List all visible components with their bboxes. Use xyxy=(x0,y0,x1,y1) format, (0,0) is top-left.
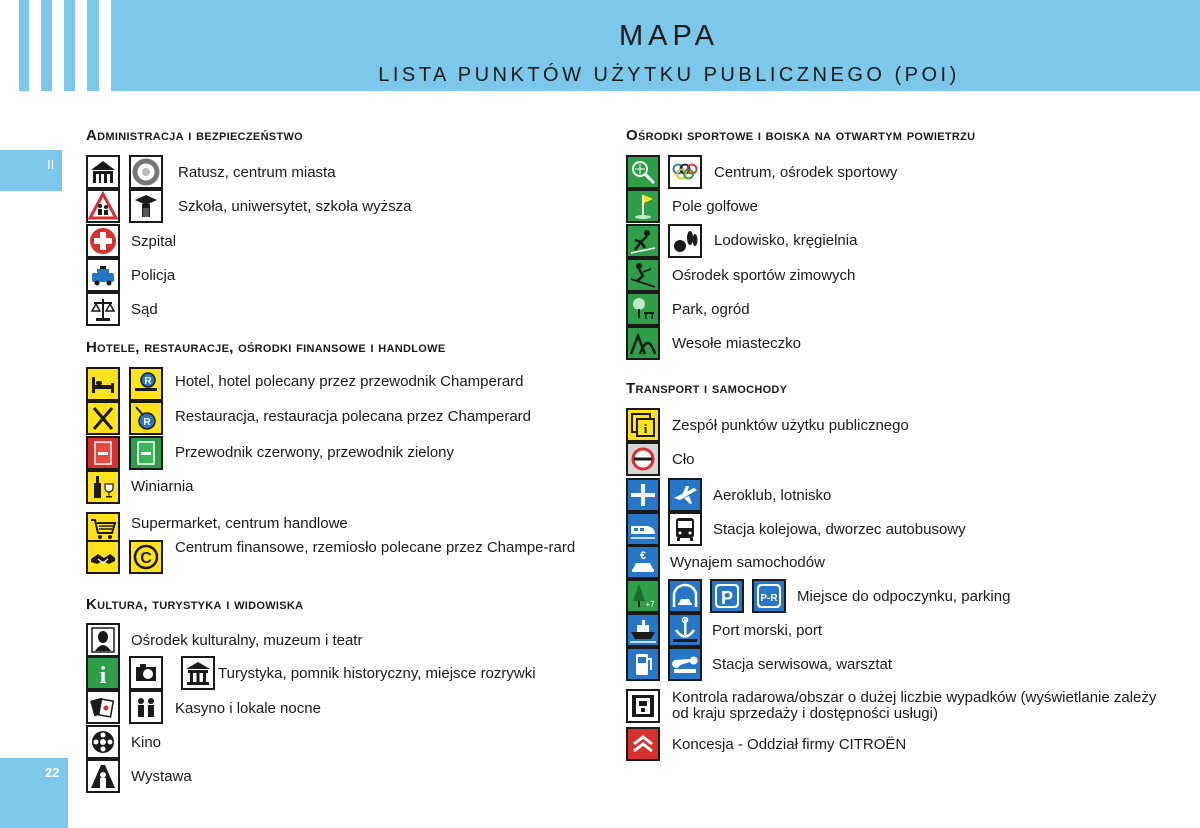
poi-label: Pole golfowe xyxy=(672,198,758,215)
page-subtitle: LISTA PUNKTÓW UŻYTKU PUBLICZNEGO (POI) xyxy=(378,64,960,86)
poi-label: Wesołe miasteczko xyxy=(672,335,801,352)
svg-text:+7: +7 xyxy=(645,600,655,609)
page-title: MAPA xyxy=(618,20,720,52)
poi-label: Policja xyxy=(131,267,176,284)
winter-sports-icon xyxy=(626,258,660,292)
poi-label: Restauracja, restauracja polecana przez Champerard xyxy=(175,408,532,425)
amusement-park-icon xyxy=(626,326,660,360)
exhibition-icon xyxy=(86,759,120,793)
harbour-icon xyxy=(668,613,702,647)
olympic-rings-icon xyxy=(668,155,702,189)
bowling-icon xyxy=(668,224,702,258)
finance-icon xyxy=(86,540,120,574)
park-ride-glyph: P-R xyxy=(760,593,778,604)
covered-parking-icon xyxy=(668,579,702,613)
poi-label: Park, ogród xyxy=(672,301,750,318)
poi-label: Wynajem samochodów xyxy=(670,554,825,571)
cinema-icon xyxy=(86,725,120,759)
poi-label: Stacja serwisowa, warsztat xyxy=(712,656,893,673)
poi-label: Port morski, port xyxy=(712,622,823,639)
poi-label: Wystawa xyxy=(131,768,192,785)
heading-administration: Administracja i bezpieczeństwo xyxy=(86,127,304,144)
poi-label: Hotel, hotel polecany przez przewodnik Champerard xyxy=(175,373,524,390)
tourist-info-icon xyxy=(86,656,120,690)
poi-label: Kasyno i lokale nocne xyxy=(175,700,321,717)
hospital-icon xyxy=(86,224,120,258)
heading-hotels: Hotele, restauracje, ośrodki finansowe i handlowe xyxy=(86,339,446,356)
museum-icon xyxy=(86,623,120,657)
park-and-ride-icon xyxy=(752,579,786,613)
monument-icon xyxy=(181,656,215,690)
heading-sports: Ośrodki sportowe i boiska na otwartym powietrzu xyxy=(626,127,976,144)
heading-culture: Kultura, turystyka i widowiska xyxy=(86,596,304,613)
park-icon xyxy=(626,292,660,326)
poi-label: Sąd xyxy=(131,301,158,318)
nightlife-icon xyxy=(129,690,163,724)
rest-area-icon xyxy=(626,579,660,613)
school-icon xyxy=(86,189,120,223)
citroen-dealer-icon xyxy=(626,727,660,761)
poi-label: Przewodnik czerwony, przewodnik zielony xyxy=(175,444,455,461)
service-station-icon xyxy=(626,647,660,681)
poi-label: Winiarnia xyxy=(131,478,194,495)
poi-label: Koncesja - Oddział firmy CITROËN xyxy=(672,736,907,753)
ice-rink-icon xyxy=(626,224,660,258)
customs-icon xyxy=(626,442,660,476)
car-rental-icon xyxy=(626,545,660,579)
sports-centre-icon xyxy=(626,155,660,189)
bus-station-icon xyxy=(668,512,702,546)
poi-label: Kontrola radarowa/obszar o dużej liczbie wypadków (wyświetlanie zależy od kraju sprzedaży i dostępności usługi) xyxy=(672,689,1157,722)
wine-cellar-icon xyxy=(86,470,120,504)
poi-label: Zespół punktów użytku publicznego xyxy=(672,417,909,434)
airport-icon xyxy=(668,478,702,512)
university-icon xyxy=(129,189,163,223)
poi-label: Lodowisko, kręgielnia xyxy=(714,232,858,249)
chapter-tab: II xyxy=(0,150,62,191)
poi-group-info-glyph: i xyxy=(643,421,648,436)
poi-label: Ratusz, centrum miasta xyxy=(178,164,336,181)
police-icon xyxy=(86,258,120,292)
red-guide-icon xyxy=(86,436,120,470)
poi-label: Ośrodek kulturalny, muzeum i teatr xyxy=(131,632,363,649)
recommended-hotel-icon xyxy=(129,367,163,401)
speed-camera-icon xyxy=(626,689,660,723)
poi-label: Miejsce do odpoczynku, parking xyxy=(797,588,1011,605)
poi-label: Stacja kolejowa, dworzec autobusowy xyxy=(713,521,966,538)
leisure-icon xyxy=(129,656,163,690)
aeroclub-icon xyxy=(626,478,660,512)
poi-label: Kino xyxy=(131,734,162,751)
poi-label: Supermarket, centrum handlowe xyxy=(131,515,348,532)
poi-label: Aeroklub, lotnisko xyxy=(713,487,832,504)
heading-transport: Transport i samochody xyxy=(626,380,788,397)
court-icon xyxy=(86,292,120,326)
golf-icon xyxy=(626,189,660,223)
garage-icon xyxy=(668,647,702,681)
restaurant-r-glyph: R xyxy=(143,417,151,428)
poi-label: Centrum finansowe, rzemiosło polecane przez Champe-rard xyxy=(175,539,576,556)
train-station-icon xyxy=(626,512,660,546)
poi-label: Szpital xyxy=(131,233,177,250)
poi-label: Cło xyxy=(672,451,695,468)
page-number: 22 xyxy=(0,758,68,828)
green-guide-icon xyxy=(129,436,163,470)
info-glyph: i xyxy=(99,663,107,688)
sea-port-icon xyxy=(626,613,660,647)
header-stripes xyxy=(0,0,138,91)
craft-icon xyxy=(129,540,163,574)
poi-label: Centrum, ośrodek sportowy xyxy=(714,164,898,181)
town-hall-icon xyxy=(86,155,120,189)
hotel-r-glyph: R xyxy=(144,376,152,387)
poi-group-icon xyxy=(626,408,660,442)
poi-label: Szkoła, uniwersytet, szkoła wyższa xyxy=(178,198,412,215)
hotel-icon xyxy=(86,367,120,401)
casino-icon xyxy=(86,690,120,724)
poi-label: Ośrodek sportów zimowych xyxy=(672,267,856,284)
parking-glyph: P xyxy=(720,588,734,608)
restaurant-icon xyxy=(86,401,120,435)
header-band xyxy=(0,0,1200,91)
recommended-restaurant-icon xyxy=(129,401,163,435)
euro-glyph: € xyxy=(639,550,647,562)
parking-icon xyxy=(710,579,744,613)
poi-label: Turystyka, pomnik historyczny, miejsce rozrywki xyxy=(218,665,536,682)
city-centre-icon xyxy=(129,155,163,189)
copyright-glyph: C xyxy=(140,550,152,567)
